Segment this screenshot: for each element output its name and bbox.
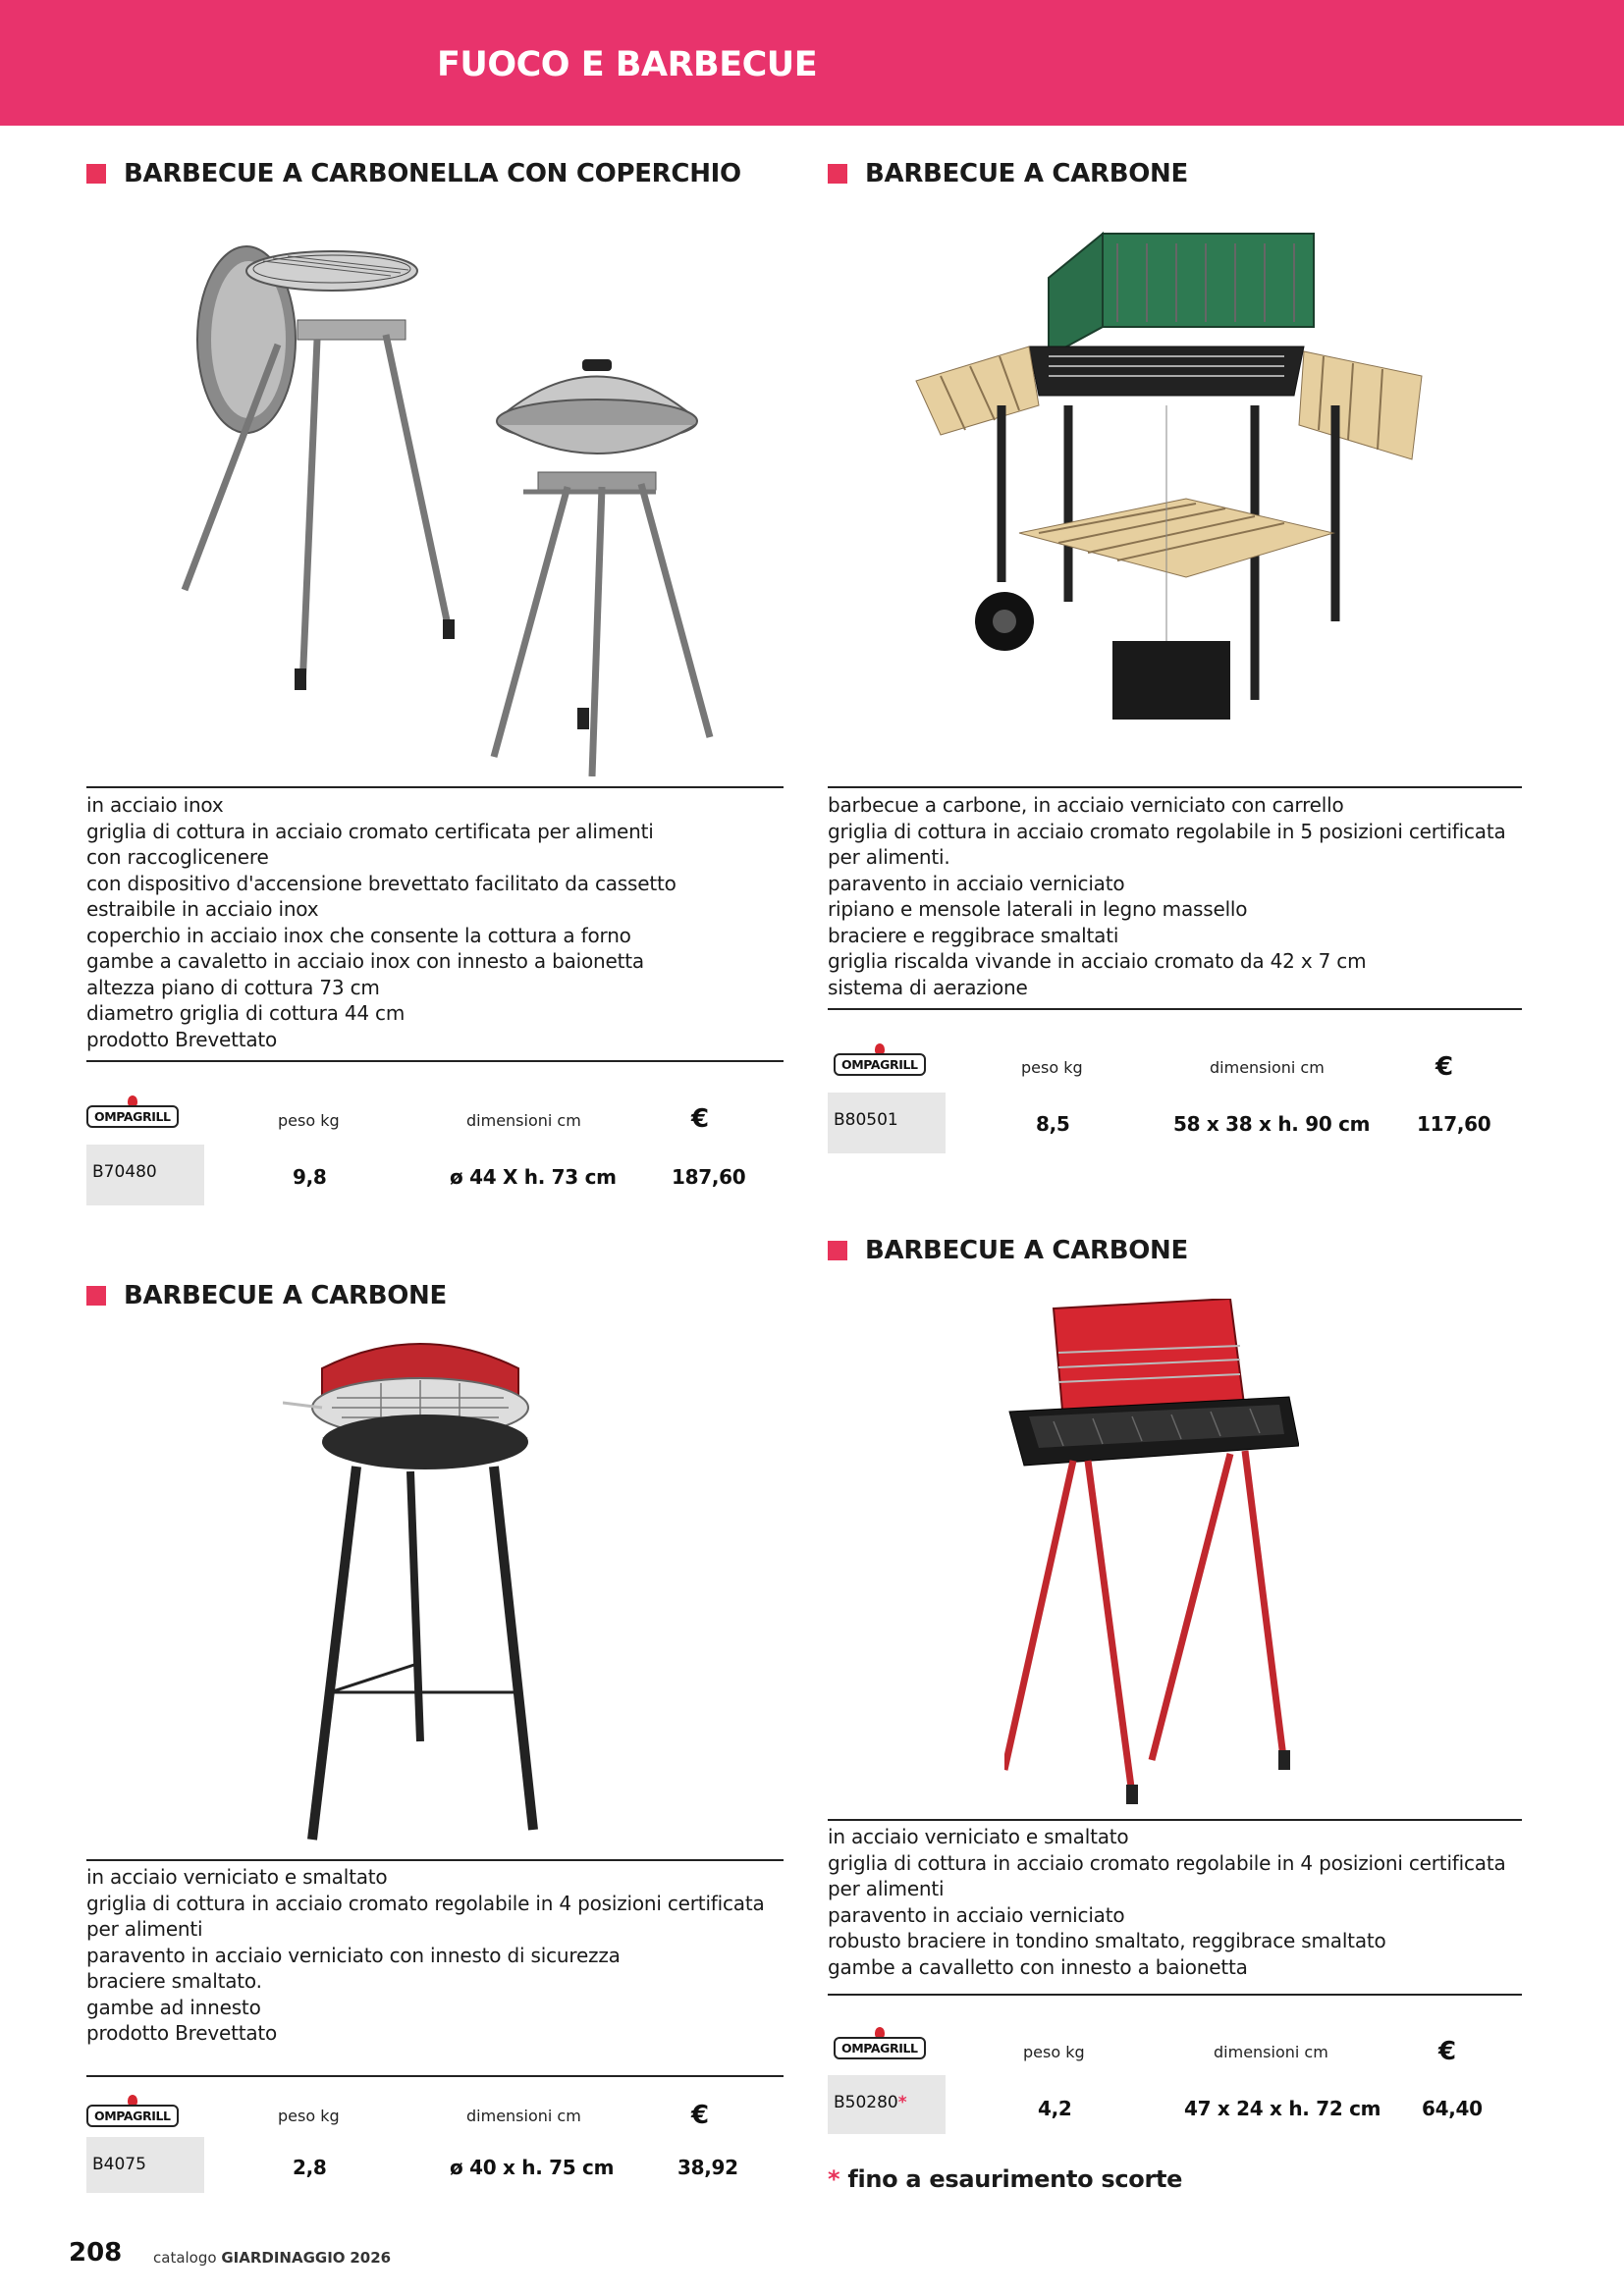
section-title-text: BARBECUE A CARBONE — [865, 159, 1188, 188]
catalog-prefix: catalogo — [153, 2249, 222, 2267]
description-line: paravento in acciaio verniciato con innesto di sicurezza — [86, 1943, 621, 1967]
product-price: 187,60 — [672, 1165, 746, 1189]
description-line: diametro griglia di cottura 44 cm — [86, 1001, 406, 1025]
divider — [86, 2075, 784, 2077]
description-line: griglia riscalda vivande in acciaio cromato da 42 x 7 cm — [828, 949, 1367, 973]
description-line: gambe a cavaletto in acciaio inox con innesto a baionetta — [86, 949, 644, 973]
product-description — [828, 1824, 1527, 1980]
bullet-square-icon — [86, 1286, 106, 1306]
divider — [828, 1994, 1522, 1996]
description-line: braciere smaltato. — [86, 1969, 262, 1993]
product-code-box — [828, 1093, 946, 1153]
product-code-value: B50280 — [834, 2093, 898, 2112]
dimensions-label: dimensioni cm — [466, 2107, 581, 2125]
description-line: estraibile in acciaio inox — [86, 897, 319, 921]
description-line: griglia di cottura in acciaio cromato regolabile in 5 posizioni certificata — [828, 819, 1506, 843]
description-line: ripiano e mensole laterali in legno massello — [828, 897, 1248, 921]
product-code — [834, 2093, 907, 2112]
dimensions-label: dimensioni cm — [1214, 2043, 1328, 2061]
brand-logo — [86, 1095, 179, 1128]
product-code: B80501 — [834, 1110, 898, 1130]
divider — [86, 1060, 784, 1062]
product-weight: 8,5 — [1036, 1112, 1070, 1136]
divider — [86, 1859, 784, 1861]
product-dimensions: 58 x 38 x h. 90 cm — [1173, 1112, 1371, 1136]
product-description — [828, 792, 1527, 1000]
stock-note — [828, 2165, 1182, 2193]
product-price: 38,92 — [677, 2156, 738, 2179]
description-line: griglia di cottura in acciaio cromato regolabile in 4 posizioni certificata — [828, 1850, 1506, 1875]
catalog-title: GIARDINAGGIO — [221, 2249, 346, 2267]
product-code: B4075 — [92, 2155, 146, 2174]
availability-mark: * — [897, 2093, 907, 2112]
weight-label: peso kg — [278, 2107, 340, 2125]
weight-label: peso kg — [1021, 1058, 1083, 1077]
product-dimensions: ø 44 X h. 73 cm — [450, 1165, 617, 1189]
description-line: in acciaio verniciato e smaltato — [828, 1825, 1129, 1848]
description-line: per alimenti — [86, 1917, 203, 1941]
product-description — [86, 792, 785, 1052]
page-title: FUOCO E BARBECUE — [437, 45, 818, 84]
catalog-name — [153, 2249, 391, 2267]
product-code-box — [86, 1145, 204, 1205]
description-line: in acciaio verniciato e smaltato — [86, 1865, 388, 1889]
catalog-year: 2026 — [350, 2249, 392, 2267]
product-image-kettle-grills — [145, 197, 852, 776]
section-title-text: BARBECUE A CARBONE — [124, 1281, 447, 1310]
description-line: con raccoglicenere — [86, 845, 269, 869]
divider — [828, 1008, 1522, 1010]
brand-logo — [86, 2095, 179, 2127]
product-dimensions: ø 40 x h. 75 cm — [450, 2156, 615, 2179]
description-line: sistema di aerazione — [828, 975, 1028, 999]
product-dimensions: 47 x 24 x h. 72 cm — [1184, 2097, 1381, 2120]
divider — [828, 786, 1522, 788]
bullet-square-icon — [828, 164, 847, 184]
description-line: in acciaio inox — [86, 793, 224, 817]
description-line: paravento in acciaio verniciato — [828, 1902, 1125, 1927]
section-title — [828, 158, 1188, 189]
description-line: con dispositivo d'accensione brevettato facilitato da cassetto — [86, 871, 677, 895]
description-line: griglia di cottura in acciaio cromato regolabile in 4 posizioni certificata — [86, 1891, 765, 1915]
page-header — [0, 0, 1624, 126]
description-line: barbecue a carbone, in acciaio verniciato con carrello — [828, 793, 1344, 817]
brand-name: OMPAGRILL — [86, 1105, 179, 1128]
product-section-3 — [86, 1280, 793, 2193]
product-weight: 2,8 — [293, 2156, 327, 2179]
bullet-square-icon — [828, 1241, 847, 1260]
brand-name: OMPAGRILL — [86, 2105, 179, 2127]
description-line: paravento in acciaio verniciato — [828, 871, 1125, 895]
product-price: 64,40 — [1422, 2097, 1483, 2120]
product-weight: 9,8 — [293, 1165, 327, 1189]
divider — [828, 1819, 1522, 1821]
currency-symbol: € — [691, 1104, 710, 1134]
product-weight: 4,2 — [1038, 2097, 1072, 2120]
product-section-1 — [86, 158, 793, 1218]
currency-symbol: € — [1435, 1052, 1454, 1082]
description-line: altezza piano di cottura 73 cm — [86, 975, 380, 999]
brand-logo — [834, 1043, 926, 1076]
product-image-round-grill — [283, 1329, 538, 1859]
page-number: 208 — [69, 2238, 123, 2268]
brand-logo — [834, 2027, 926, 2059]
description-line: per alimenti — [828, 1877, 945, 1900]
dimensions-label: dimensioni cm — [1210, 1058, 1325, 1077]
section-title — [828, 1235, 1188, 1266]
currency-symbol: € — [1438, 2037, 1457, 2066]
product-code-box — [828, 2075, 946, 2134]
divider — [86, 786, 784, 788]
description-line: coperchio in acciaio inox che consente la cottura a forno — [86, 923, 631, 947]
product-code-box — [86, 2137, 204, 2193]
currency-symbol: € — [691, 2101, 710, 2130]
note-star: * — [828, 2165, 840, 2193]
section-title — [86, 1280, 447, 1311]
product-code: B70480 — [92, 1162, 157, 1182]
product-price: 117,60 — [1417, 1112, 1491, 1136]
weight-label: peso kg — [278, 1111, 340, 1130]
brand-name: OMPAGRILL — [834, 2037, 926, 2059]
note-text: fino a esaurimento scorte — [839, 2165, 1183, 2193]
section-title-text: BARBECUE A CARBONELLA CON COPERCHIO — [124, 159, 741, 188]
bullet-square-icon — [86, 164, 106, 184]
product-section-2 — [828, 158, 1535, 1169]
description-line: griglia di cottura in acciaio cromato certificata per alimenti — [86, 819, 654, 843]
description-line: per alimenti. — [828, 845, 950, 869]
weight-label: peso kg — [1023, 2043, 1085, 2061]
description-line: robusto braciere in tondino smaltato, reggibrace smaltato — [828, 1929, 1386, 1952]
product-image-portable-grill — [1004, 1299, 1299, 1809]
description-line: gambe a cavalletto con innesto a baionetta — [828, 1954, 1248, 1979]
section-title-text: BARBECUE A CARBONE — [865, 1236, 1188, 1265]
section-title — [86, 158, 741, 189]
description-line: gambe ad innesto — [86, 1995, 261, 2019]
product-section-4 — [828, 1235, 1535, 2118]
description-line: prodotto Brevettato — [86, 1027, 278, 1051]
product-description — [86, 1864, 785, 2047]
description-line: prodotto Brevettato — [86, 2021, 278, 2045]
dimensions-label: dimensioni cm — [466, 1111, 581, 1130]
brand-name: OMPAGRILL — [834, 1053, 926, 1076]
description-line: braciere e reggibrace smaltati — [828, 923, 1119, 947]
product-image-trolley-grill — [911, 209, 1490, 759]
